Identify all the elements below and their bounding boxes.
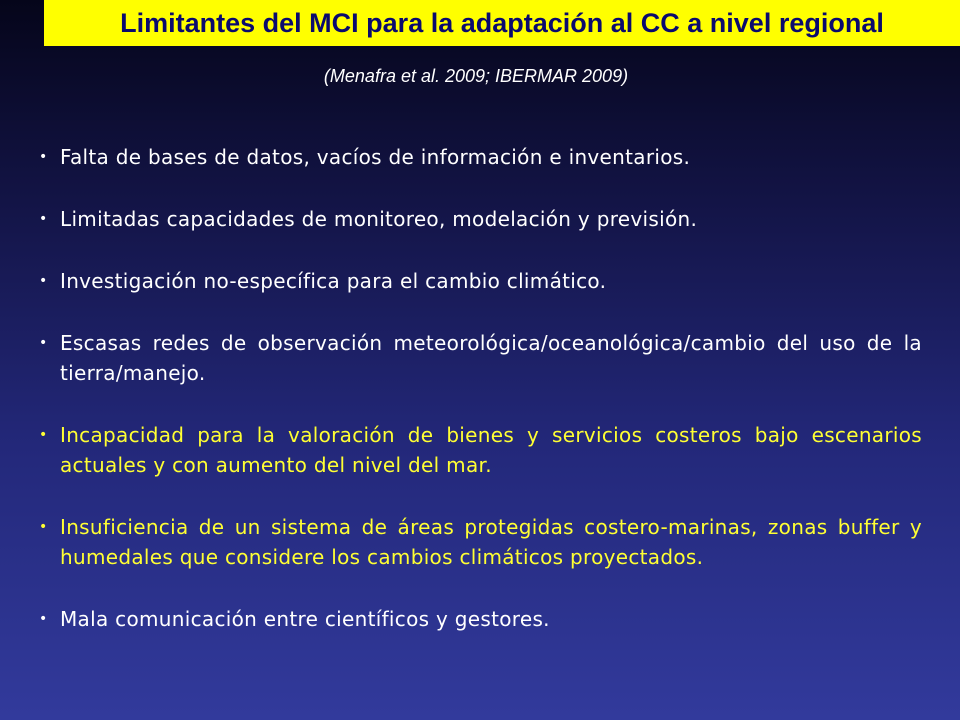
bullet-dot-icon: • xyxy=(39,273,48,289)
bullet-list xyxy=(36,142,922,666)
bullet-item-observation-networks xyxy=(36,328,922,388)
bullet-dot-icon: • xyxy=(39,427,48,443)
bullet-dot-icon: • xyxy=(39,149,48,165)
bullet-dot-icon: • xyxy=(39,519,48,535)
bullet-text: Incapacidad para la valoración de bienes y servicios costeros bajo escenarios actuales y con aumento del nivel del mar. xyxy=(60,423,922,477)
bullet-item-monitoring xyxy=(36,204,922,234)
slide-title: Limitantes del MCI para la adaptación al CC a nivel regional xyxy=(120,7,884,38)
bullet-item-research xyxy=(36,266,922,296)
bullet-text: Falta de bases de datos, vacíos de información e inventarios. xyxy=(60,145,691,169)
bullet-dot-icon: • xyxy=(39,211,48,227)
bullet-text: Escasas redes de observación meteorológica/oceanológica/cambio del uso de la tierra/manejo. xyxy=(60,331,922,385)
bullet-item-protected-areas xyxy=(36,512,922,572)
title-bar xyxy=(44,0,960,46)
bullet-dot-icon: • xyxy=(39,611,48,627)
bullet-text: Limitadas capacidades de monitoreo, modelación y previsión. xyxy=(60,207,698,231)
bullet-item-valuation xyxy=(36,420,922,480)
bullet-text: Mala comunicación entre científicos y gestores. xyxy=(60,607,550,631)
bullet-text: Insuficiencia de un sistema de áreas protegidas costero-marinas, zonas buffer y humedales que considere los cambios climáticos proyectados. xyxy=(60,515,922,569)
bullet-item-communication xyxy=(36,604,922,634)
bullet-item-data-gaps xyxy=(36,142,922,172)
bullet-dot-icon: • xyxy=(39,335,48,351)
citation-subtitle: (Menafra et al. 2009; IBERMAR 2009) xyxy=(323,66,629,86)
bullet-text: Investigación no-específica para el cambio climático. xyxy=(60,269,607,293)
